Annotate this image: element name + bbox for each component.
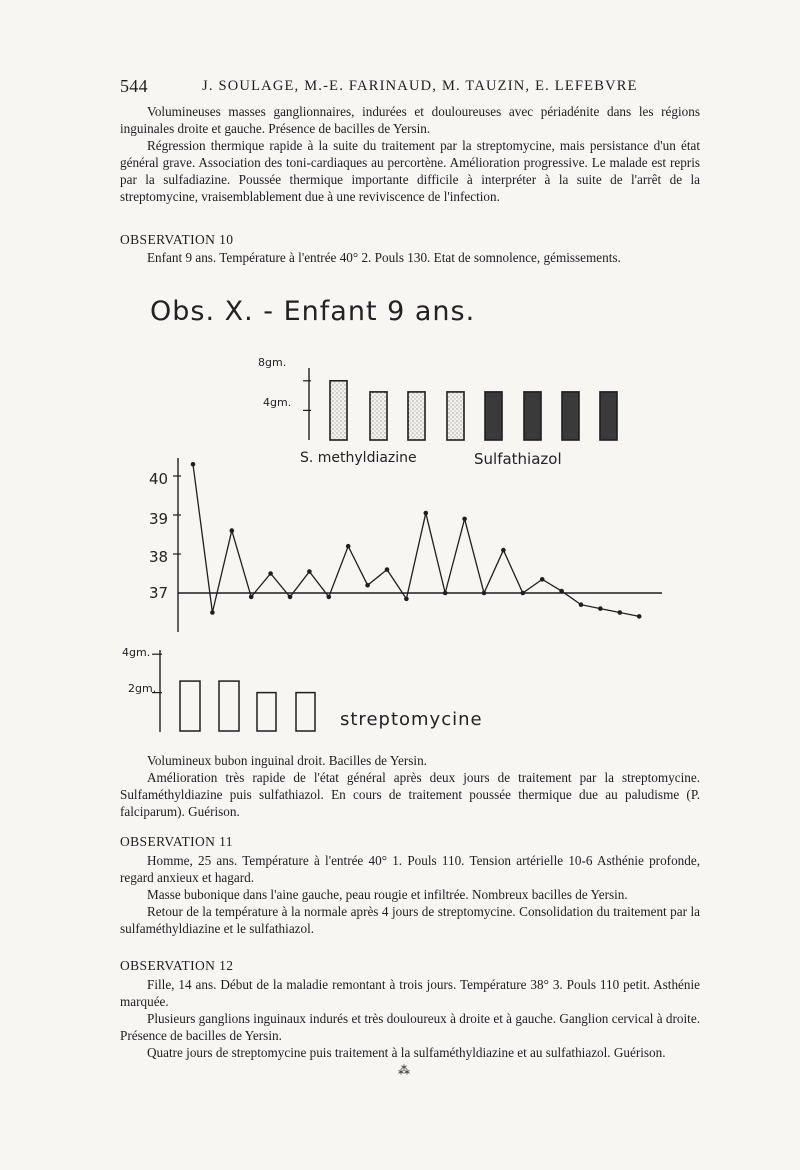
observation-10-body xyxy=(120,752,700,820)
temp-point-2 xyxy=(210,610,215,615)
temp-ylabel-40: 40 xyxy=(149,470,169,488)
observation-12-paragraph-3: Quatre jours de streptomycine puis traitement à la sulfaméthyldiazine et au sulfathiazol. Guérison. xyxy=(147,1045,666,1060)
temp-point-3 xyxy=(230,528,235,533)
temp-ylabel-38: 38 xyxy=(149,548,169,566)
observation-12-title: OBSERVATION 12 xyxy=(120,958,234,973)
temp-point-4 xyxy=(249,595,254,600)
intro-paragraph-1: Volumineuses masses ganglionnaires, indurées et douloureuses avec périadénite dans les régions inguinales droite et gauche. Présence de bacilles de Yersin. xyxy=(120,104,700,136)
strepto-ylabel-4gm: 4gm. xyxy=(122,646,151,659)
temp-point-7 xyxy=(307,569,312,574)
observation-10-paragraph-1: Enfant 9 ans. Température à l'entrée 40° 2. Pouls 130. Etat de somnolence, gémissements. xyxy=(147,250,621,265)
temp-point-21 xyxy=(579,602,584,607)
temp-point-5 xyxy=(268,571,273,576)
sulfa-label-sulfathiazol: Sulfathiazol xyxy=(474,450,562,468)
strepto-label: streptomycine xyxy=(340,709,483,730)
sulfa-ylabel-8gm: 8gm. xyxy=(258,356,287,369)
temp-point-15 xyxy=(462,517,467,522)
temp-point-10 xyxy=(365,583,370,588)
temp-point-14 xyxy=(443,591,448,596)
sulfa-ylabel-4gm: 4gm. xyxy=(263,396,292,409)
observation-12-paragraph-1: Fille, 14 ans. Début de la maladie remontant à trois jours. Température 38° 3. Pouls 110 petit. Asthénie marquée. xyxy=(120,977,700,1009)
temp-point-12 xyxy=(404,597,409,602)
methyldiazine-dose-bar-3 xyxy=(408,392,425,440)
streptomycin-dose-bar-4 xyxy=(296,693,315,731)
temp-point-8 xyxy=(327,595,332,600)
temp-ylabel-39: 39 xyxy=(149,510,169,528)
section-ornament: ⁂ xyxy=(398,1063,410,1077)
methyldiazine-dose-bar-2 xyxy=(370,392,387,440)
temp-ylabel-37: 37 xyxy=(149,584,169,602)
streptomycin-dose-bar-3 xyxy=(257,693,276,731)
observation-10-paragraph-3: Amélioration très rapide de l'état général après deux jours de traitement par la streptomycine. Sulfaméthyldiazine puis sulfathiazol. En cours de traitement poussée thermique due au paludisme (P. falciparum). Guérison. xyxy=(120,770,700,819)
observation-10-paragraph-2: Volumineux bubon inguinal droit. Bacilles de Yersin. xyxy=(147,753,427,768)
observation-10-title: OBSERVATION 10 xyxy=(120,232,234,247)
observation-12-paragraph-2: Plusieurs ganglions inguinaux indurés et très douloureux à droite et à gauche. Ganglion cervical à droite. Présence de bacilles de Yersin. xyxy=(120,1011,700,1043)
page-number: 544 xyxy=(120,76,148,96)
sulfathiazol-dose-bar-2 xyxy=(524,392,541,440)
temp-point-16 xyxy=(482,591,487,596)
intro-paragraph-2: Régression thermique rapide à la suite du traitement par la streptomycine, mais persistance d'un état général grave. Association des toni-cardiaques au percortène. Amélioration progressive. Le malade est repris par la sulfadiazine. Poussée thermique importante difficile à interpréter à la suite de l'arrêt de la streptomycine, vraisemblablement due à une reviviscence de l'infection. xyxy=(120,138,700,204)
sulfa-dose-chart xyxy=(303,368,617,440)
streptomycin-dose-chart xyxy=(152,650,315,732)
streptomycin-dose-bar-1 xyxy=(180,681,200,731)
temp-point-18 xyxy=(521,591,526,596)
temp-point-19 xyxy=(540,577,545,582)
observation-11-paragraph-3: Retour de la température à la normale après 4 jours de streptomycine. Consolidation du traitement par la sulfaméthyldiazine et le sulfathiazol. xyxy=(120,904,700,936)
temperature-curve-chart xyxy=(173,458,662,632)
observation-11-paragraph-2: Masse bubonique dans l'aine gauche, peau rougie et infiltrée. Nombreux bacilles de Yersin. xyxy=(147,887,628,902)
temp-point-20 xyxy=(559,589,564,594)
observation-11-title: OBSERVATION 11 xyxy=(120,834,233,849)
chart-title: Obs. X. - Enfant 9 ans. xyxy=(150,296,476,327)
observation-11-paragraph-1: Homme, 25 ans. Température à l'entrée 40° 1. Pouls 110. Tension artérielle 10-6 Asthénie profonde, regard anxieux et hagard. xyxy=(120,853,700,885)
temp-point-9 xyxy=(346,544,351,549)
temp-point-22 xyxy=(598,606,603,611)
running-header-authors: J. SOULAGE, M.-E. FARINAUD, M. TAUZIN, E. LEFEBVRE xyxy=(202,78,638,94)
strepto-ylabel-2gm: 2gm. xyxy=(128,682,157,695)
observation-11-body xyxy=(120,852,700,937)
sulfathiazol-dose-bar-1 xyxy=(485,392,502,440)
temp-point-6 xyxy=(288,595,293,600)
temp-point-13 xyxy=(424,511,429,516)
sulfathiazol-dose-bar-3 xyxy=(562,392,579,440)
temp-point-17 xyxy=(501,548,506,553)
sulfathiazol-dose-bar-4 xyxy=(600,392,617,440)
sulfa-label-methyldiazine: S. methyldiazine xyxy=(300,450,417,466)
methyldiazine-dose-bar-4 xyxy=(447,392,464,440)
temp-point-23 xyxy=(618,610,623,615)
streptomycin-dose-bar-2 xyxy=(219,681,239,731)
temp-point-11 xyxy=(385,567,390,572)
temp-point-1 xyxy=(191,462,196,467)
temp-point-24 xyxy=(637,614,642,619)
observation-12-body xyxy=(120,976,700,1061)
methyldiazine-dose-bar-1 xyxy=(330,381,347,440)
